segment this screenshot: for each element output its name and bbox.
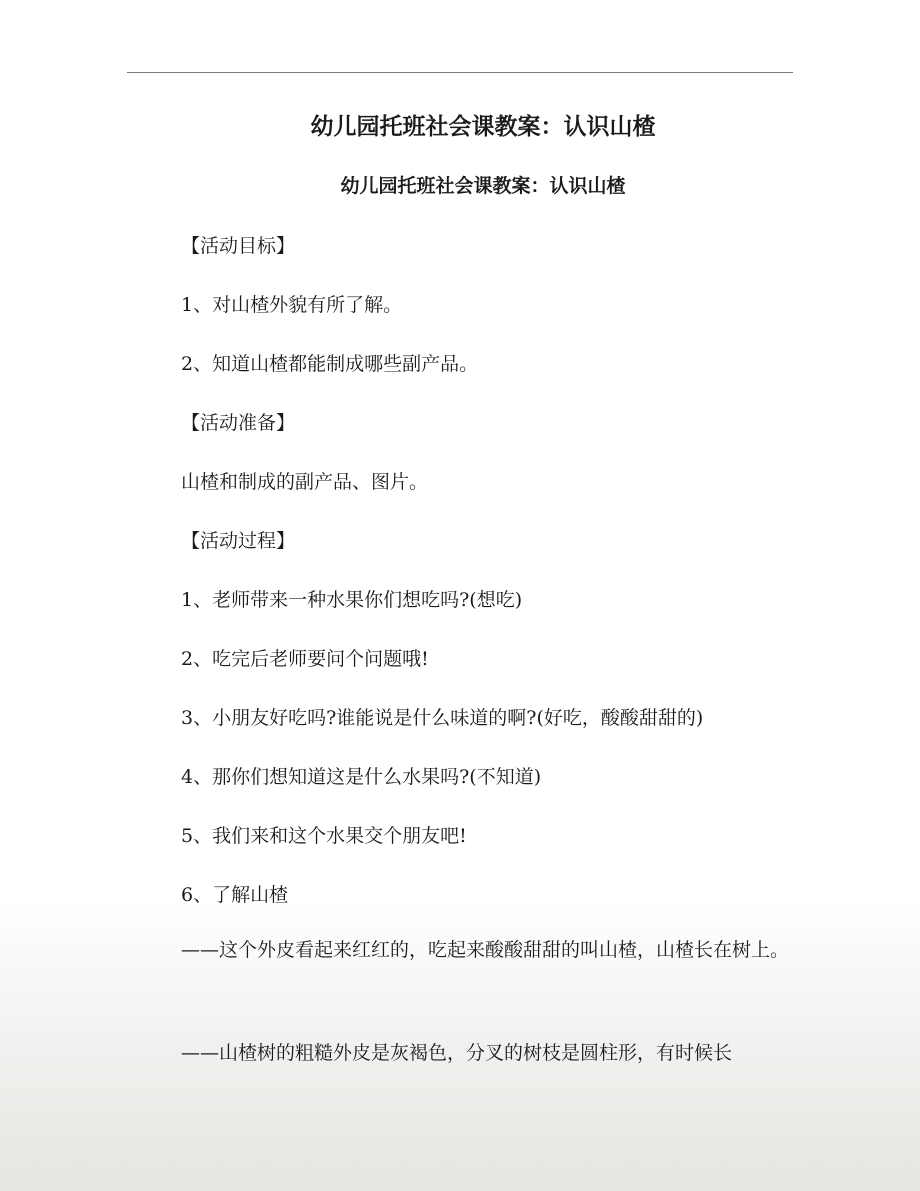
process-step-5: 5、我们来和这个水果交个朋友吧! xyxy=(181,825,467,847)
prep-heading: 【活动准备】 xyxy=(181,412,296,434)
goals-heading: 【活动目标】 xyxy=(181,235,296,257)
document-title: 幼儿园托班社会课教案：认识山楂 xyxy=(310,113,656,140)
goal-item-2: 2、知道山楂都能制成哪些副产品。 xyxy=(181,353,479,375)
body-paragraph-1: ——这个外皮看起来红红的，吃起来酸酸甜甜的叫山楂，山楂长在树上。 xyxy=(181,939,790,961)
process-step-4: 4、那你们想知道这是什么水果吗?(不知道) xyxy=(181,766,542,788)
prep-text: 山楂和制成的副产品、图片。 xyxy=(181,471,429,493)
process-step-1: 1、老师带来一种水果你们想吃吗?(想吃) xyxy=(181,589,523,611)
process-heading: 【活动过程】 xyxy=(181,530,296,552)
process-step-2: 2、吃完后老师要问个问题哦! xyxy=(181,648,429,670)
header-rule xyxy=(127,72,793,73)
document-subtitle: 幼儿园托班社会课教案：认识山楂 xyxy=(340,175,626,197)
goal-item-1: 1、对山楂外貌有所了解。 xyxy=(181,294,403,316)
body-paragraph-2: ——山楂树的粗糙外皮是灰褐色，分叉的树枝是圆柱形，有时候长 xyxy=(181,1042,733,1064)
process-step-3: 3、小朋友好吃吗?谁能说是什么味道的啊?(好吃，酸酸甜甜的) xyxy=(181,707,704,729)
process-step-6: 6、了解山楂 xyxy=(181,884,289,906)
